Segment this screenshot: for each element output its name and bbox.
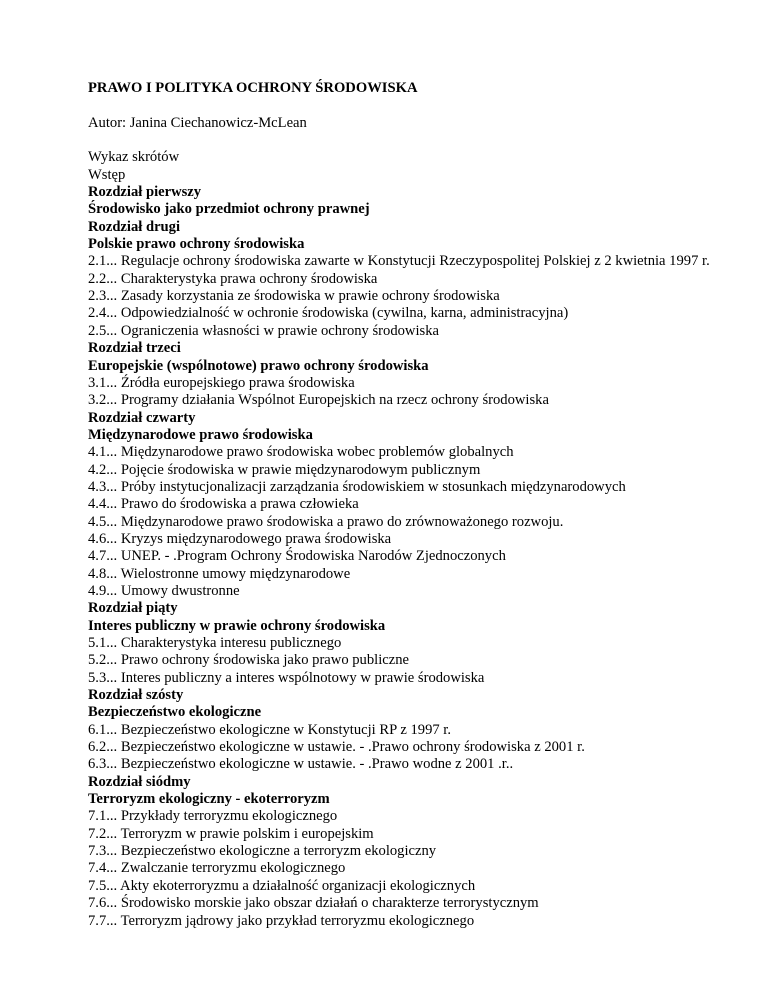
table-of-contents [88, 149, 728, 929]
toc-heading: Międzynarodowe prawo środowiska [88, 426, 313, 443]
toc-heading: Rozdział czwarty [88, 409, 196, 426]
toc-entry: 7.6... Środowisko morskie jako obszar działań o charakterze terrorystycznym [88, 895, 539, 912]
toc-heading: Europejskie (wspólnotowe) prawo ochrony środowiska [88, 357, 429, 374]
document-title: PRAWO I POLITYKA OCHRONY ŚRODOWISKA [88, 80, 418, 96]
toc-heading: Rozdział piąty [88, 600, 178, 617]
toc-heading: Rozdział szósty [88, 687, 184, 704]
toc-entry: 4.2... Pojęcie środowiska w prawie międzynarodowym publicznym [88, 461, 481, 478]
toc-entry: 5.3... Interes publiczny a interes wspólnotowy w prawie środowiska [88, 669, 485, 686]
toc-entry: 5.2... Prawo ochrony środowiska jako prawo publiczne [88, 652, 409, 669]
document-page [88, 80, 728, 930]
toc-entry: Wstęp [88, 166, 126, 183]
toc-entry: 2.3... Zasady korzystania ze środowiska w prawie ochrony środowiska [88, 288, 500, 305]
toc-entry: Wykaz skrótów [88, 149, 180, 166]
toc-entry: 4.1... Międzynarodowe prawo środowiska wobec problemów globalnych [88, 444, 514, 461]
toc-entry: 7.1... Przykłady terroryzmu ekologicznego [88, 808, 338, 825]
toc-entry: 3.1... Źródła europejskiego prawa środowiska [88, 374, 355, 391]
toc-entry: 6.3... Bezpieczeństwo ekologiczne w ustawie. - .Prawo wodne z 2001 .r.. [88, 756, 514, 773]
spacer [88, 97, 728, 114]
document-author: Autor: Janina Ciechanowicz-McLean [88, 114, 307, 131]
toc-entry: 7.5... Akty ekoterroryzmu a działalność organizacji ekologicznych [88, 877, 476, 894]
toc-entry: 5.1... Charakterystyka interesu publicznego [88, 635, 342, 651]
toc-heading: Interes publiczny w prawie ochrony środowiska [88, 617, 386, 634]
toc-heading: Terroryzm ekologiczny - ekoterroryzm [88, 791, 330, 808]
toc-entry: 2.2... Charakterystyka prawa ochrony środowiska [88, 270, 378, 287]
toc-entry: 6.1... Bezpieczeństwo ekologiczne w Konstytucji RP z 1997 r. [88, 721, 452, 738]
toc-entry: 4.4... Prawo do środowiska a prawa człowieka [88, 496, 359, 513]
toc-entry: 4.3... Próby instytucjonalizacji zarządzania środowiskiem w stosunkach międzynarodowych [88, 478, 626, 495]
toc-heading: Bezpieczeństwo ekologiczne [88, 704, 262, 721]
toc-heading: Rozdział siódmy [88, 773, 191, 790]
toc-heading: Polskie prawo ochrony środowiska [88, 236, 305, 253]
toc-entry: 4.8... Wielostronne umowy międzynarodowe [88, 565, 351, 582]
toc-heading: Rozdział pierwszy [88, 184, 202, 201]
toc-entry: 2.5... Ograniczenia własności w prawie ochrony środowiska [88, 322, 439, 339]
toc-entry: 7.3... Bezpieczeństwo ekologiczne a terroryzm ekologiczny [88, 843, 437, 860]
toc-heading: Rozdział drugi [88, 218, 181, 235]
toc-entry: 2.4... Odpowiedzialność w ochronie środowiska (cywilna, karna, administracyjna) [88, 305, 569, 322]
toc-entry: 4.7... UNEP. - .Program Ochrony Środowiska Narodów Zjednoczonych [88, 548, 506, 565]
toc-entry: 4.6... Kryzys międzynarodowego prawa środowiska [88, 530, 392, 547]
toc-heading: Środowisko jako przedmiot ochrony prawnej [88, 201, 370, 218]
toc-entry: 7.4... Zwalczanie terroryzmu ekologicznego [88, 860, 346, 877]
spacer [88, 132, 728, 149]
toc-entry: 6.2... Bezpieczeństwo ekologiczne w ustawie. - .Prawo ochrony środowiska z 2001 r. [88, 739, 585, 756]
toc-entry: 3.2... Programy działania Wspólnot Europejskich na rzecz ochrony środowiska [88, 392, 549, 409]
toc-entry: 7.2... Terroryzm w prawie polskim i europejskim [88, 825, 374, 842]
toc-entry: 4.9... Umowy dwustronne [88, 582, 240, 599]
toc-entry: 2.1... Regulacje ochrony środowiska zawarte w Konstytucji Rzeczypospolitej Polskiej z 2 kwietnia 1997 r. [88, 253, 710, 270]
toc-entry: 7.7... Terroryzm jądrowy jako przykład terroryzmu ekologicznego [88, 912, 475, 929]
toc-heading: Rozdział trzeci [88, 340, 181, 357]
toc-entry: 4.5... Międzynarodowe prawo środowiska a prawo do zrównoważonego rozwoju. [88, 513, 564, 530]
